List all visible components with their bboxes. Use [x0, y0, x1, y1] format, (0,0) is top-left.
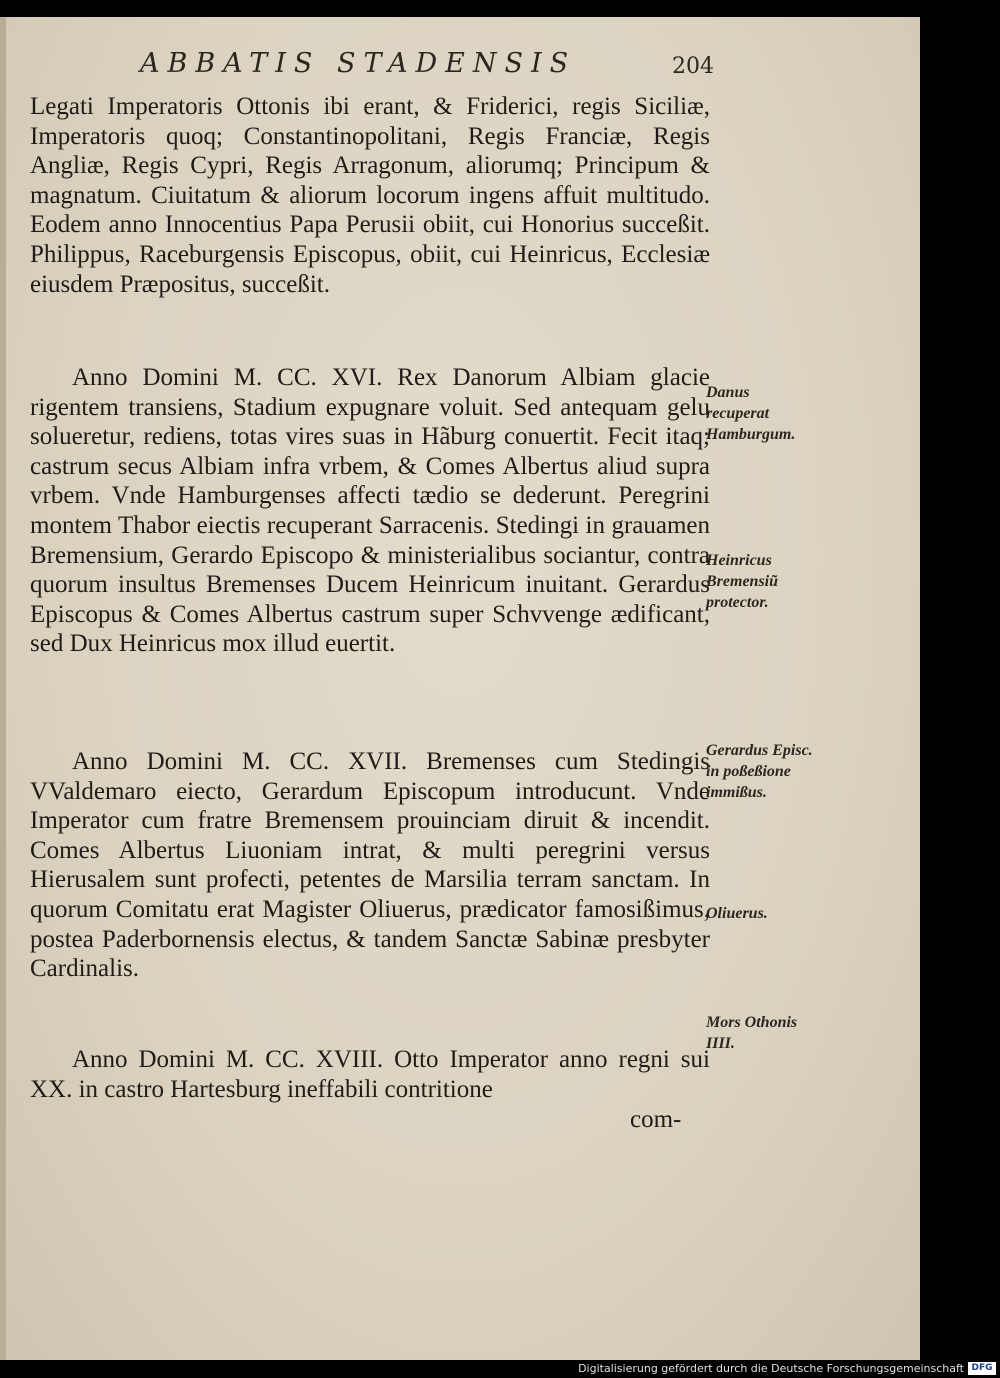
paragraph-text: Legati Imperatoris Ottonis ibi erant, & Friderici, regis Siciliæ, Imperatoris quoq; Constantinopolitani, Regis Franciæ, Regis Angliæ, Regis Cypri, Regis Arragonum, aliorumq; Principum & magnatum. Ciuitatum & aliorum locorum ingens affuit multitudo. Eodem anno Innocentius Papa Perusii obiit, cui Honorius succeßit. Philippus, Raceburgensis Episcopus, obiit, cui Heinricus, Ecclesiæ eiusdem Præpositus, succeßit. — [30, 93, 710, 298]
marginal-note: Danus recuperat Hamburgum. — [706, 384, 796, 443]
paragraph-2 — [30, 363, 710, 659]
paragraph-text: Anno Domini M. CC. XVI. Rex Danorum Albiam glacie rigentem transiens, Stadium expugnare voluit. Sed antequam gelu solueretur, rediens, totas vires suas in Hãburg conuertit. Fecit itaq; castrum secus Albiam infra vrbem, & Comes Albertus aliud supra vrbem. Vnde Hamburgenses affecti tædio se dederunt. Peregrini montem Thabor eiectis recuperant Sarracenis. Stedingi in grauamen Bremensium, Gerardo Episcopo & ministerialibus sociantur, contra quorum insultus Bremenses Ducem Heinricum inuitant. Gerardus Episcopus & Comes Albertus castrum super Schvvenge ædificant, sed Dux Heinricus mox illud euertit. — [30, 364, 710, 658]
running-title: ABBATIS STADENSIS — [140, 48, 577, 79]
paragraph-3 — [30, 747, 710, 984]
paragraph-4 — [30, 1045, 710, 1104]
page-edge — [0, 17, 6, 1360]
digitization-credit: Digitalisierung gefördert durch die Deutsche Forschungsgemeinschaft — [578, 1362, 964, 1375]
marginal-note: Heinricus Bremensiũ protector. — [706, 552, 779, 611]
marginal-note: Mors Othonis IIII. — [706, 1014, 798, 1052]
paragraph-1 — [30, 92, 710, 299]
page-number: 204 — [672, 54, 714, 79]
paragraph-text: Anno Domini M. CC. XVIII. Otto Imperator anno regni sui XX. in castro Hartesburg ineffabili contritione — [30, 1046, 710, 1103]
marginal-note: Oliuerus. — [706, 905, 768, 922]
paragraph-text: Anno Domini M. CC. XVII. Bremenses cum Stedingis VValdemaro eiecto, Gerardum Episcopum introducunt. Vnde Imperator cum fratre Bremensem prouinciam diruit & incendit. Comes Albertus Liuoniam intrat, & multi peregrini versus Hierusalem sunt profecti, petentes de Marsilia terram sanctam. In quorum Comitatu erat Magister Oliuerus, prædicator famosißimus, postea Paderbornensis electus, & tandem Sanctæ Sabinæ presbyter Cardinalis. — [30, 748, 710, 983]
catchword: com- — [630, 1106, 682, 1133]
dfg-logo-icon: DFG — [968, 1362, 996, 1375]
marginal-note: Gerardus Episc. in poßeßione immißus. — [706, 742, 813, 801]
